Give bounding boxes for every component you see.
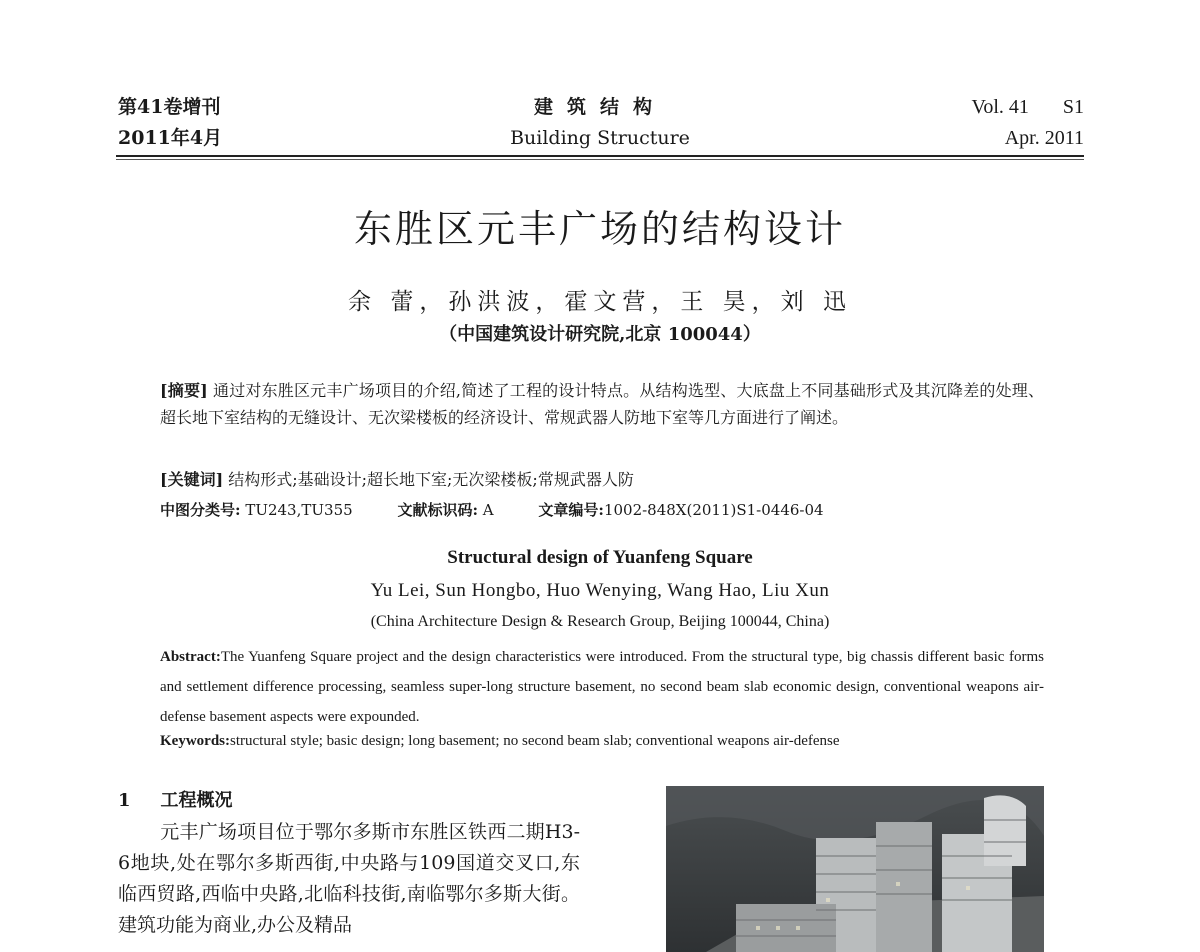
authors-cn: 余 蕾，孙洪波，霍文营，王 昊，刘 迅 [348, 289, 852, 315]
header-rule [116, 155, 1084, 157]
authors-en: Yu Lei, Sun Hongbo, Huo Wenying, Wang Hao, Liu Xun [370, 580, 830, 601]
keywords-en [160, 733, 840, 750]
section-body-text: 元丰广场项目位于鄂尔多斯市东胜区铁西二期H3-6地块,处在鄂尔多斯西街,中央路与109国道交叉口,东临西贸路,西临中央路,北临科技街,南临鄂尔多斯大街。建筑功能为商业,办公及精品 [118, 821, 580, 936]
abstract-en [160, 642, 1044, 732]
abstract-en-label: Abstract: [160, 649, 221, 665]
abstract-label: [摘要] [160, 381, 208, 400]
building-rendering-photo [666, 786, 1044, 952]
clc-value: TU243,TU355 [245, 501, 353, 519]
keywords-en-label: Keywords: [160, 733, 230, 749]
section-heading [118, 786, 233, 812]
issue-date-en: Apr. 2011 [1004, 127, 1084, 149]
volume-supplement: 第41卷增刊 [118, 96, 221, 118]
keywords-cn [160, 467, 634, 490]
section-title: 工程概况 [160, 790, 233, 811]
issue-label: S1 [1062, 96, 1084, 118]
issue-date-cn: 2011年4月 [118, 127, 223, 149]
header-rule-thin [116, 159, 1084, 160]
affiliation-cn: （中国建筑设计研究院,北京 100044） [439, 324, 761, 345]
journal-name-cn: 建筑结构 [533, 96, 666, 118]
affiliation-en: (China Architecture Design & Research Group, Beijing 100044, China) [370, 613, 830, 630]
section-number: 1 [118, 790, 131, 811]
header-right [971, 92, 1084, 154]
keywords-en-text: structural style; basic design; long basement; no second beam slab; conventional weapons air-defense [230, 733, 840, 749]
volume-label: Vol. 41 [971, 96, 1029, 118]
building-rendering-image [666, 786, 1044, 952]
paper-title-en: Structural design of Yuanfeng Square [447, 547, 753, 568]
article-no-label: 文章编号: [538, 501, 604, 519]
doc-code-label: 文献标识码: [397, 501, 478, 519]
clc-label: 中图分类号: [160, 501, 241, 519]
journal-name-en: Building Structure [510, 127, 690, 149]
abstract-cn-text: 通过对东胜区元丰广场项目的介绍,简述了工程的设计特点。从结构选型、大底盘上不同基础形式及其沉降差的处理、超长地下室结构的无缝设计、无次梁楼板的经济设计、常规武器人防地下室等几方面进行了阐述。 [160, 381, 1044, 427]
classification-line [160, 499, 864, 520]
article-no-value: 1002-848X(2011)S1-0446-04 [603, 501, 824, 519]
keywords-cn-text: 结构形式;基础设计;超长地下室;无次梁楼板;常规武器人防 [228, 470, 634, 489]
abstract-cn [160, 377, 1044, 431]
keywords-label: [关键词] [160, 470, 224, 489]
abstract-en-text: The Yuanfeng Square project and the design characteristics were introduced. From the structural type, big chassis different basic forms and settlement difference processing, seamless super-long structure basement, no second beam slab economic design, conventional weapons air-defense basement aspects were expounded. [160, 649, 1044, 725]
section-body [118, 817, 580, 941]
paper-title-cn: 东胜区元丰广场的结构设计 [353, 207, 846, 251]
doc-code-value: A [482, 501, 494, 519]
